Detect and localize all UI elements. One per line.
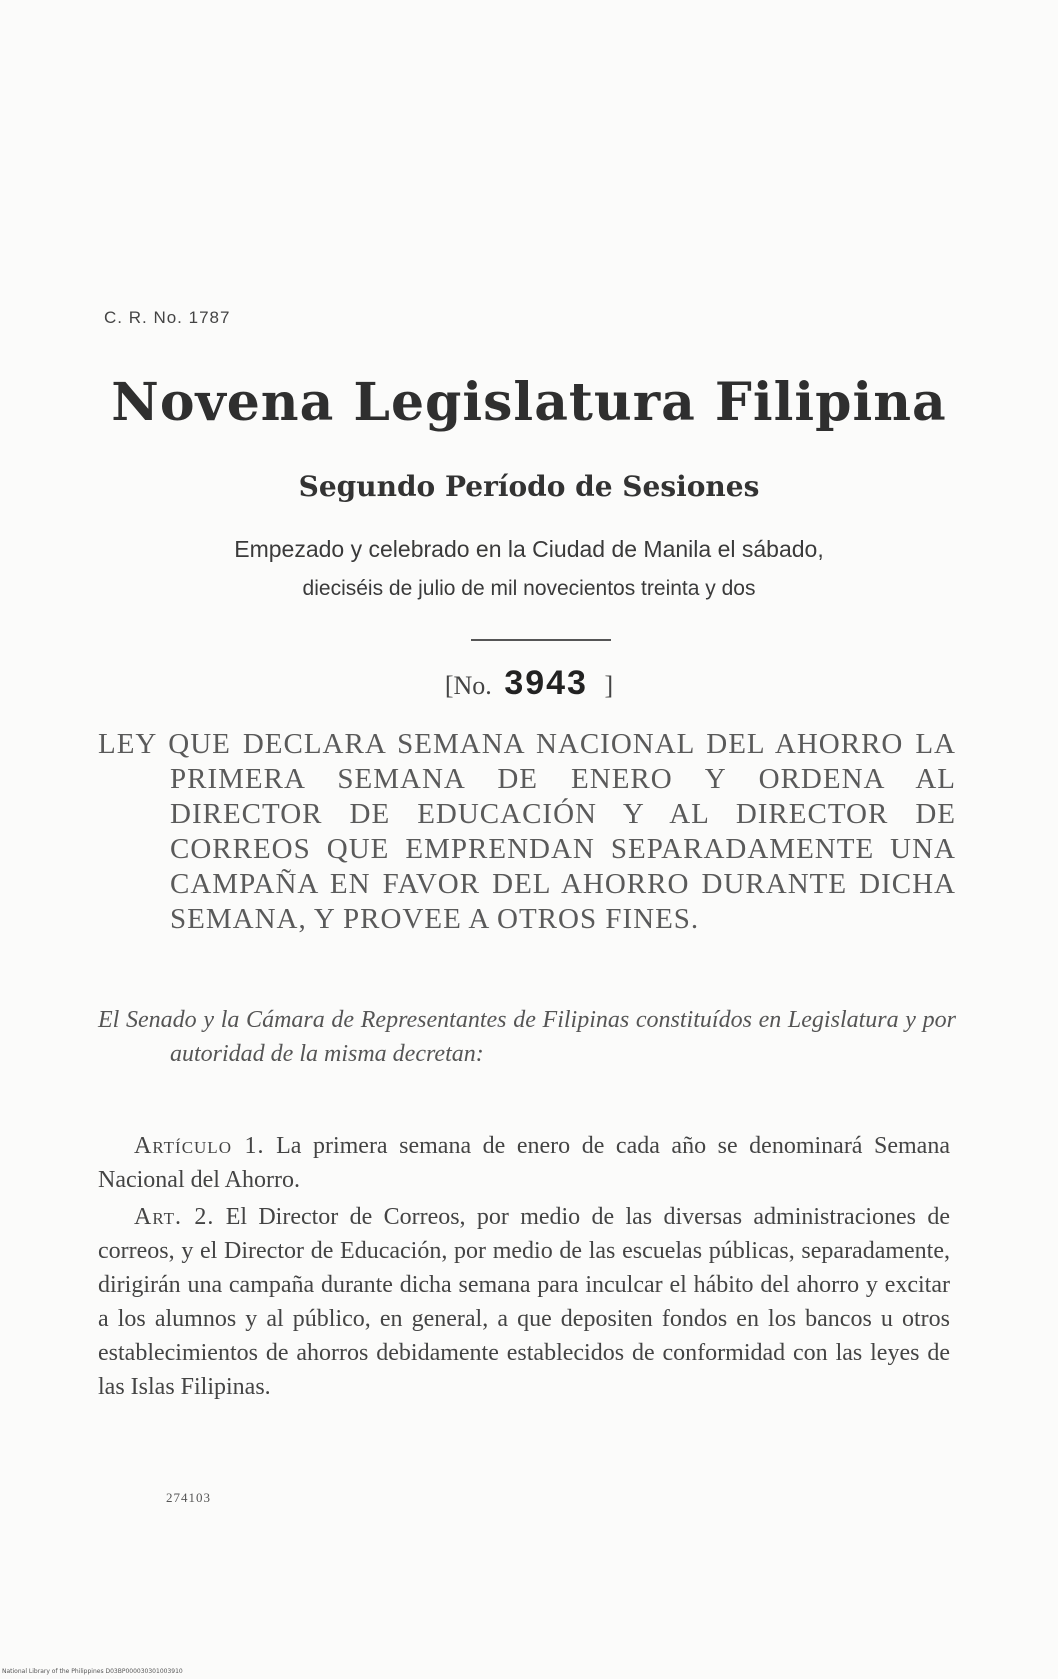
act-title (98, 727, 956, 937)
act-number-prefix: [No. (444, 671, 492, 700)
article-2-paragraph (98, 1200, 950, 1404)
cr-number: C. R. No. 1787 (104, 308, 231, 327)
session-subtitle: Segundo Período de Sesiones (298, 470, 760, 503)
legislature-title: Novena Legislatura Filipina (111, 372, 947, 433)
library-stamp: National Library of the Philippines D03BP000030301003910 (2, 1668, 183, 1675)
article-2 (98, 1200, 950, 1404)
act-title-text: LEY QUE DECLARA SEMANA NACIONAL DEL AHORRO LA PRIMERA SEMANA DE ENERO Y ORDENA AL DIRECTOR DE EDUCACIÓN Y AL DIRECTOR DE CORREOS QUE EMPRENDAN SEPARADAMENTE UNA CAMPAÑA EN FAVOR DEL AHORRO DURANTE DICHA SEMANA, Y PROVEE A OTROS FINES. (98, 728, 956, 935)
article-1 (98, 1129, 950, 1197)
act-number: 3943 (504, 664, 588, 702)
article-2-text: El Director de Correos, por medio de las diversas administraciones de correos, y el Director de Educación, por medio de las escuelas públicas, separadamente, dirigirán una campaña durante dicha semana para inculcar el hábito del ahorro y excitar a los alumnos y al público, en general, a que depositen fondos en los bancos u otros establecimientos de ahorros debidamente establecidos de conformidad con las leyes de las Islas Filipinas. (98, 1204, 950, 1400)
enacting-clause-text: El Senado y la Cámara de Representantes de Filipinas constituídos en Legislatura y por autoridad de la misma decretan: (98, 1007, 956, 1067)
article-1-label: Artículo 1. (134, 1133, 265, 1159)
article-1-paragraph (98, 1129, 950, 1197)
print-code: 274103 (166, 1490, 211, 1505)
article-1-text: La primera semana de enero de cada año se denominará Semana Nacional del Ahorro. (98, 1133, 950, 1193)
act-number-suffix: ] (604, 671, 614, 700)
convened-line-1: Empezado y celebrado en la Ciudad de Manila el sábado, (234, 536, 824, 562)
act-number-heading (0, 664, 1058, 703)
article-2-label: Art. 2. (134, 1204, 215, 1230)
convened-line-2: dieciséis de julio de mil novecientos treinta y dos (302, 577, 756, 600)
enacting-clause (98, 1003, 956, 1071)
divider-rule (471, 639, 611, 641)
